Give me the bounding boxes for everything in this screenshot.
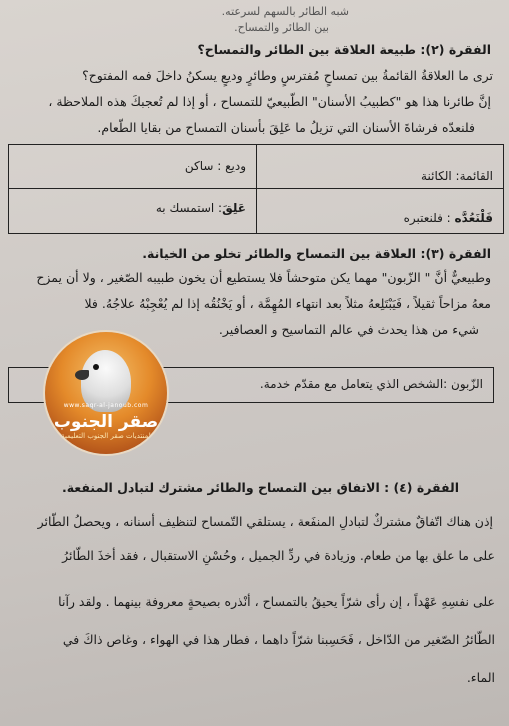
p4-line2: على ما علق بها من طعام. وزيادة في ردِّ الجميل ، وحُسْنِ الاستقبال ، فقد أخذَ الطّائرُ: [62, 548, 495, 563]
table-column-divider: [256, 145, 257, 233]
table-row-divider: [9, 188, 503, 189]
vocab-aliqa-term: عَلِقَ: [222, 201, 246, 215]
p4-title: الفقرة (٤) : الاتفاق بين التمساح والطائر مشترك لتبادل المنفعة.: [61, 480, 459, 495]
logo-url: www.saqr-al-janoub.com: [63, 402, 149, 409]
logo-subtitle: لمنتديات صقر الجنوب التعليمية: [61, 432, 151, 440]
logo-name: صقر الجنوب: [53, 412, 159, 432]
vocab-qaima: القائمة: الكائنة: [421, 169, 493, 183]
top-fragment: شبه الطائر بالسهم لسرعته.: [221, 5, 349, 18]
p3-line3: شيء من هذا يحدث في عالم التماسيح و العصافير.: [218, 322, 479, 337]
p4-line5: الماء.: [466, 670, 495, 685]
vocab-nauddahu-def: : فلنعتبره: [403, 211, 455, 225]
p3-title: الفقرة (٣): العلاقة بين التمساح والطائر تخلو من الخيانة.: [142, 246, 491, 261]
p2-title: الفقرة (٢): طبيعة العلاقة بين الطائر والتمساح؟: [197, 42, 491, 57]
p4-line4: الطّائرُ الصّغير من الدّاخل ، فَحَسِبنا شرّاً داهما ، فطار هذا في الهواء ، وغاص ذاكَ في: [62, 632, 495, 647]
top-fragment-2: بين الطائر والتمساح.: [234, 21, 329, 34]
vocab-wadee: وديع : ساكن: [184, 159, 246, 173]
p2-line2: إنَّ طائرنا هذا هو "كطبيبُ الأسنان" الطّبيعيّ للتمساح ، أو إذا لم تُعجبكَ هذه الملاحظة ،: [48, 94, 491, 109]
vocab-table: [8, 144, 504, 234]
vocab-aliqa: [156, 201, 246, 215]
note-text: الزّبون :الشخص الذي يتعامل مع مقدّم خدمة.: [259, 377, 483, 391]
p4-line1: إذن هناك اتّفاقٌ مشتركٌ لتبادلِ المنفَعة ، يستلقي التّمساح لتنظيف أسنانه ، ويحصلُ الطّائر: [37, 514, 493, 529]
p4-line3: على نفسِهِ عَهْداً ، إن رأى شرّاً يحيقُ بالتمساح ، أنْذره بصيحةٍ معروفة بينهما . ولقد رآنا: [58, 594, 495, 609]
p3-line2: معهُ مزاحاً ثقيلاً ، فَيَبْتَلِعهُ مثلاً بعد انتهاء المُهِمَّة ، أو يَخْنُقُه إذا لم يُعْجِبْهُ علاجُهُ. فلا: [84, 296, 491, 311]
falcon-eye-icon: [93, 364, 99, 370]
vocab-nauddahu: [404, 211, 493, 225]
p2-line3: فلنعدّه فرشاةَ الأسنان التي تزيلُ ما عَلِقَ بأسنان التمساح من بقايا الطّعام.: [97, 120, 475, 135]
p3-line1: وطبيعيٌّ أنَّ " الزّبون" مهما يكن متوحشاً فلا يستطيع أن يخون طبيبه الصّغير ، ولا أن يمزح: [36, 270, 491, 285]
vocab-aliqa-def: : استمسك به: [155, 201, 223, 215]
falcon-beak-icon: [75, 370, 89, 380]
p2-question: ترى ما العلاقةُ القائمةُ بين تمساحٍ مُفترسٍ وطائرٍ وديعٍ يسكنُ داخلَ فمه المفتوح؟: [82, 68, 493, 83]
watermark-logo: [45, 332, 167, 454]
vocab-nauddahu-term: فَلْنَعُدَّه: [454, 211, 493, 225]
